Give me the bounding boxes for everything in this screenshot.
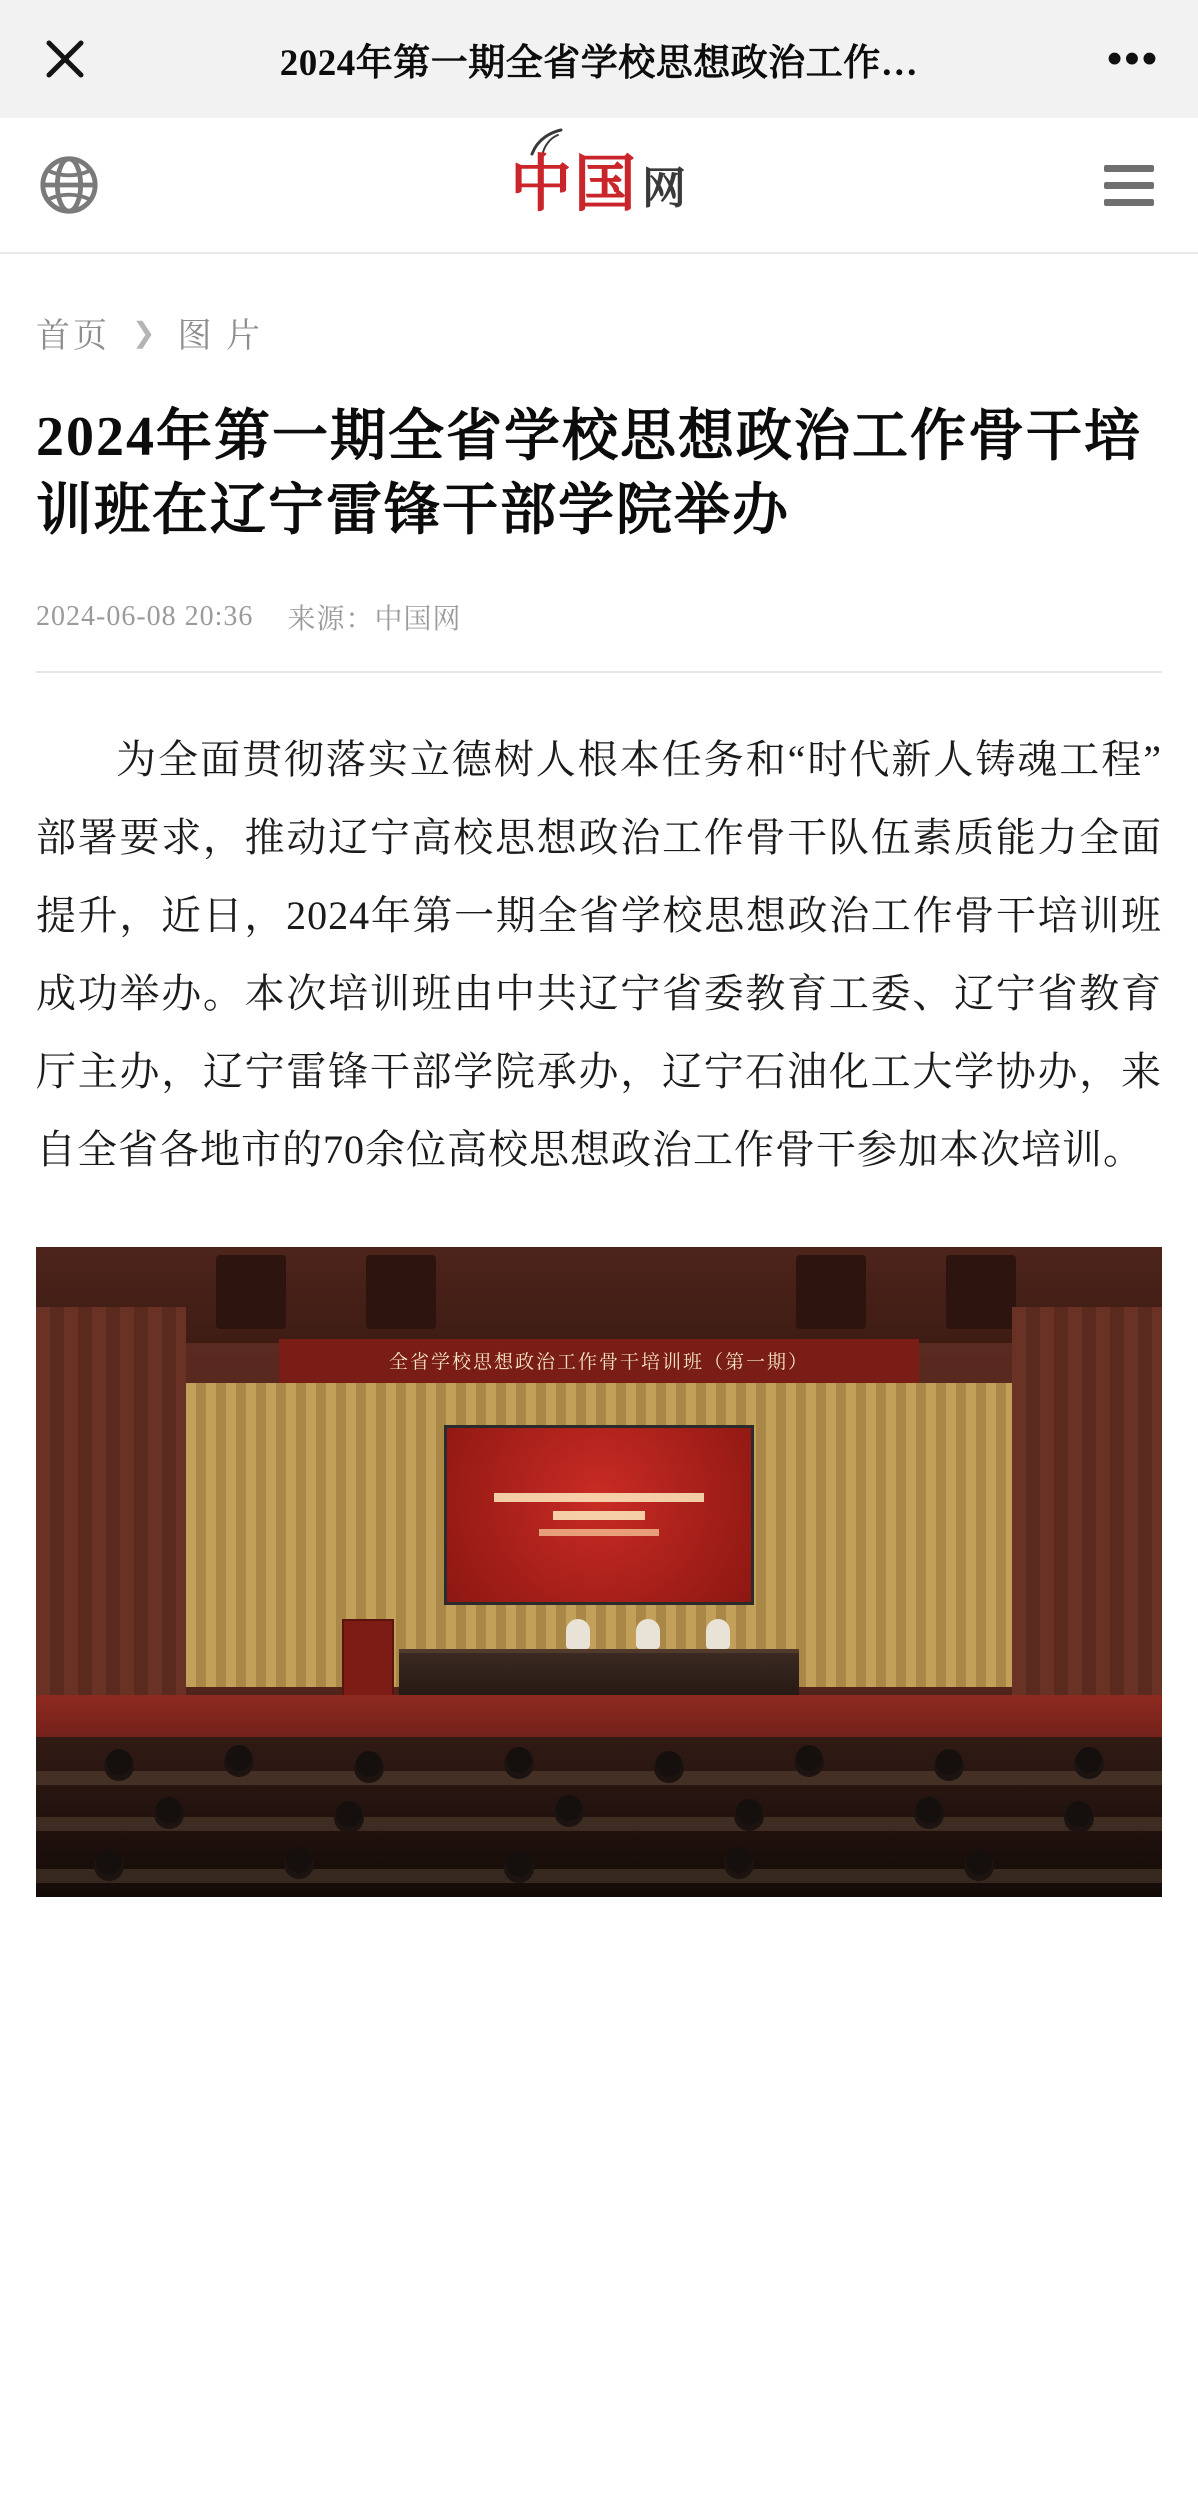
screen-text-line [553,1511,645,1520]
photo-audience-head [1066,1801,1092,1827]
article-content [0,254,1198,1897]
photo-seated-person [706,1619,730,1649]
article-meta [36,559,1162,671]
photo-podium [342,1619,394,1701]
page-title: 2024年第一期全省学校思想政治工作骨干培训班在辽宁雷锋干部学院举办 [36,406,1142,542]
photo-audience-head [106,1749,132,1775]
photo-audience-head [796,1745,822,1771]
photo-audience-head [356,1751,382,1777]
photo-audience-head [156,1797,182,1823]
hamburger-menu-icon[interactable] [1090,146,1168,224]
logo-char-1: 中 [509,151,574,219]
menu-line [1104,182,1154,189]
breadcrumb [36,254,1162,387]
photo-audience [36,1737,1162,1897]
photo-audience-head [656,1751,682,1777]
article-body [36,673,1162,1223]
photo-audience-head [916,1797,942,1823]
auditorium-photo [36,1247,1162,1897]
photo-seat-row [36,1869,1162,1883]
browser-page-title: 2024年第一期全省学校思想政治工作… [279,43,919,84]
photo-audience-head [506,1747,532,1773]
photo-audience-head [1076,1747,1102,1773]
close-icon[interactable] [34,28,96,90]
photo-ceiling-panel [366,1255,436,1329]
article-figure [36,1247,1162,1897]
photo-audience-head [506,1851,532,1877]
publish-date: 2024-06-08 20:36 [36,600,254,632]
photo-audience-head [286,1847,312,1873]
page-bottom-edge [0,2493,1198,2499]
photo-seated-person [566,1619,590,1649]
globe-icon[interactable] [30,146,108,224]
photo-audience-head [96,1849,122,1875]
more-options-icon[interactable]: ••• [1106,34,1160,83]
photo-banner-text: 全省学校思想政治工作骨干培训班（第一期） [279,1339,919,1383]
chevron-right-icon: ❯ [132,317,156,349]
menu-line [1104,165,1154,172]
photo-audience-head [226,1745,252,1771]
photo-audience-head [936,1749,962,1775]
site-logo[interactable] [108,151,1090,219]
photo-audience-head [736,1799,762,1825]
photo-seat-row [36,1817,1162,1831]
photo-audience-head [336,1801,362,1827]
article-source: 来源：中国网 [287,603,462,635]
logo-char-3: 网 [642,164,689,213]
photo-audience-head [726,1847,752,1873]
photo-ceiling-panel [946,1255,1016,1329]
photo-audience-head [966,1849,992,1875]
screen-text-line [494,1493,704,1502]
breadcrumb-home[interactable]: 首页 [36,318,110,355]
logo-char-2: 国 [574,151,639,219]
photo-ceiling-panel [216,1255,286,1329]
article-paragraph: 为全面贯彻落实立德树人根本任务和“时代新人铸魂工程”部署要求，推动辽宁高校思想政治工作骨干队伍素质能力全面提升，近日，2024年第一期全省学校思想政治工作骨干培训班成功举办。本次培训班由中共辽宁省委教育工委、辽宁省教育厅主办，辽宁雷锋干部学院承办，辽宁石油化工大学协办，来自全省各地市的70余位高校思想政治工作骨干参加本次培训。 [36,736,1162,1172]
photo-seated-person [636,1619,660,1649]
photo-ceiling-panel [796,1255,866,1329]
photo-stage-screen [444,1425,754,1605]
browser-chrome-bar [0,0,1198,118]
breadcrumb-current[interactable]: 图 片 [177,318,263,355]
photo-audience-head [556,1795,582,1821]
screen-text-line [539,1529,659,1536]
site-header [0,118,1198,254]
photo-seat-row [36,1771,1162,1785]
menu-line [1104,199,1154,206]
photo-head-table [399,1649,799,1701]
